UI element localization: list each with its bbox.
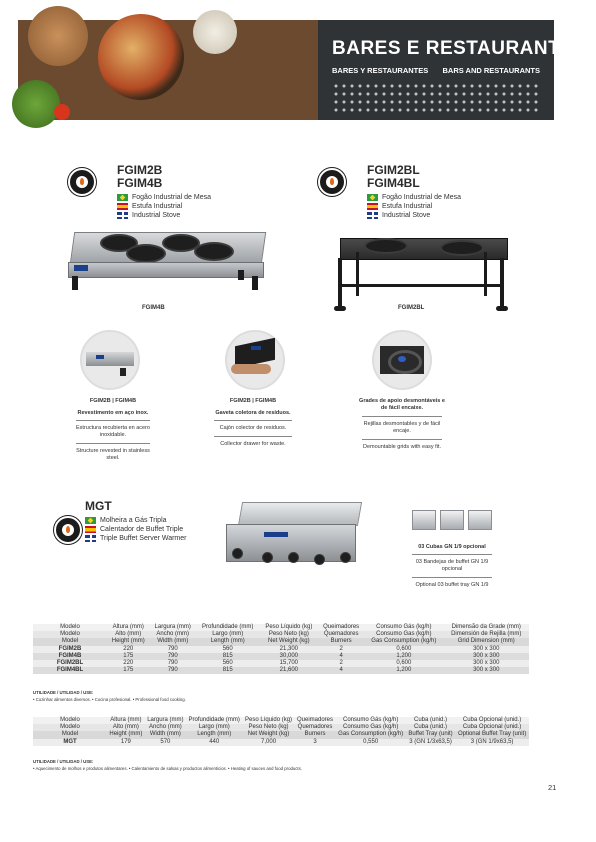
page-number: 21 — [548, 783, 557, 792]
table-row — [33, 667, 529, 674]
divider — [362, 439, 442, 440]
table-header-cell: Dimensión de Rejilla (mm) — [443, 631, 529, 638]
table-cell: 1,200 — [364, 653, 443, 660]
table-header-row — [33, 731, 529, 738]
table-cell: 7,000 — [242, 739, 294, 746]
photo-caption: FGIM4B — [142, 305, 165, 311]
table-cell: 300 x 300 — [443, 667, 529, 674]
feature-title: 03 Cubas GN 1/9 opcional — [418, 544, 486, 550]
table-cell: 220 — [107, 660, 150, 667]
utility-text: • Aquecimento de molhos e produtos alimentares. • Calentamiento de salsas y productos alimenticios. • Heating of sauces and food products. — [33, 766, 302, 771]
spain-flag-icon — [117, 203, 128, 210]
table-header-cell: Length (mm) — [196, 638, 260, 645]
uk-flag-icon — [117, 212, 128, 219]
table-header-cell: Buffet Tray (unit) — [406, 731, 455, 738]
model-name: MGT — [85, 499, 112, 513]
table-cell: 3 (GN 1/3x63,5) — [406, 739, 455, 746]
feature-text-en: Demountable grids with easy fit. — [363, 444, 441, 450]
table-cell: FGIM4BL — [33, 667, 107, 674]
table-cell: MGT — [33, 739, 107, 746]
feature-text-es: Rejillas desmontables y de fácil encaje. — [363, 421, 441, 434]
table-cell: 815 — [196, 653, 260, 660]
feature-text-es: Cajón colector de residuos. — [219, 425, 287, 431]
table-cell: 3 — [295, 739, 336, 746]
table-header-row — [33, 724, 529, 731]
feature-drawer — [208, 398, 298, 448]
utility-title: UTILIDADE / UTILIDAD / USE: — [33, 759, 94, 764]
table-header-cell: Consumo Gas (kg/h) — [335, 724, 405, 731]
table-header-cell: Modelo — [33, 631, 107, 638]
divider — [412, 577, 492, 578]
table-header-cell: Largo (mm) — [186, 724, 243, 731]
table-header-cell: Peso Neto (kg) — [242, 724, 294, 731]
spain-flag-icon — [85, 526, 96, 533]
table-header-cell: Altura (mm) — [107, 717, 145, 724]
table-header-cell: Consumo Gas (kg/h) — [364, 631, 443, 638]
table-header-cell: Queimadores — [295, 717, 336, 724]
table-row — [33, 660, 529, 667]
model-name: FGIM2B — [117, 163, 163, 177]
table-header-cell: Queimadores — [318, 624, 364, 631]
table-header-cell: Largo (mm) — [196, 631, 260, 638]
table-cell: FGIM2B — [33, 646, 107, 653]
uk-flag-icon — [367, 212, 378, 219]
feature-photo-grid — [372, 330, 432, 390]
table-cell: 570 — [145, 739, 186, 746]
table-cell: 21,300 — [260, 646, 319, 653]
table-header-cell: Peso Neto (kg) — [260, 631, 319, 638]
product-heading-mgt — [85, 500, 187, 543]
table-header-cell: Ancho (mm) — [145, 724, 186, 731]
utility-text: • Cozinhar alimentos diversos. • Cocina profesional. • Professional food cooking. — [33, 697, 186, 702]
table-header-cell: Gas Consumption (kg/h) — [364, 638, 443, 645]
photo-caption: FGIM2BL — [398, 305, 425, 311]
table-cell: 4 — [318, 653, 364, 660]
table-header-cell: Peso Líquido (kg) — [242, 717, 294, 724]
table-header-row — [33, 624, 529, 631]
table-header-cell: Width (mm) — [145, 731, 186, 738]
table-cell: 790 — [150, 653, 196, 660]
table-cell: 300 x 300 — [443, 660, 529, 667]
product-name-es: Estufa Industrial — [382, 203, 433, 210]
product-name-en: Industrial Stove — [132, 212, 181, 219]
table-header-cell: Width (mm) — [150, 638, 196, 645]
table-cell: 179 — [107, 739, 145, 746]
title-banner — [318, 20, 587, 120]
table-header-cell: Profundidade (mm) — [186, 717, 243, 724]
table-header-cell: Height (mm) — [107, 638, 150, 645]
divider — [214, 420, 292, 421]
table-cell: 175 — [107, 653, 150, 660]
gn-trays-photo — [410, 508, 494, 534]
feature-steel — [70, 398, 156, 462]
model-name: FGIM2BL — [367, 163, 420, 177]
table-cell: 0,550 — [335, 739, 405, 746]
table-cell: 3 (GN 1/9x63,5) — [455, 739, 529, 746]
product-name-es: Estufa Industrial — [132, 203, 183, 210]
table-header-row — [33, 631, 529, 638]
divider — [214, 436, 292, 437]
table-header-cell: Modelo — [33, 724, 107, 731]
feature-text-en: Collector drawer for waste. — [220, 441, 286, 447]
table-header-cell: Modelo — [33, 717, 107, 724]
table-row — [33, 646, 529, 653]
spec-table-mgt — [33, 717, 529, 746]
product-name-en: Triple Buffet Server Warmer — [100, 535, 187, 542]
table-cell: 2 — [318, 646, 364, 653]
product-name-pt: Fogão Industrial de Mesa — [382, 194, 461, 201]
table-header-cell: Model — [33, 731, 107, 738]
product-name-es: Calentador de Buffet Triple — [100, 526, 184, 533]
table-header-cell: Length (mm) — [186, 731, 243, 738]
table-header-cell: Net Weight (kg) — [260, 638, 319, 645]
table-header-cell: Peso Líquido (kg) — [260, 624, 319, 631]
feature-text-en: Structure revested in stainless steel. — [76, 448, 150, 461]
product-heading-right — [367, 164, 461, 220]
buffet-warmer-photo — [224, 498, 364, 578]
feature-grid — [356, 398, 448, 451]
table-cell: 4 — [318, 667, 364, 674]
divider — [76, 420, 150, 421]
table-cell: 175 — [107, 667, 150, 674]
table-header-cell: Model — [33, 638, 107, 645]
brazil-flag-icon — [367, 194, 378, 201]
table-header-cell: Burners — [295, 731, 336, 738]
header-banner — [18, 20, 587, 120]
gas-icon — [318, 168, 346, 196]
feature-text-en: Optional 03 buffet tray GN 1/9 — [415, 582, 489, 588]
food-photo — [54, 104, 70, 120]
table-header-cell: Modelo — [33, 624, 107, 631]
subtitle-es: BARES Y RESTAURANTES — [332, 66, 429, 75]
feature-photo-steel — [80, 330, 140, 390]
table-header-cell: Gas Consumption (kg/h) — [335, 731, 405, 738]
brazil-flag-icon — [85, 517, 96, 524]
food-photo — [28, 6, 88, 66]
table-header-cell: Largura (mm) — [145, 717, 186, 724]
table-header-cell: Quemadores — [295, 724, 336, 731]
table-cell: 1,200 — [364, 667, 443, 674]
table-row — [33, 739, 529, 746]
uk-flag-icon — [85, 535, 96, 542]
food-photo — [98, 14, 184, 100]
food-photo — [12, 80, 60, 128]
table-header-cell: Quemadores — [318, 631, 364, 638]
table-cell: 2 — [318, 660, 364, 667]
table-cell: 0,600 — [364, 660, 443, 667]
dot-pattern — [332, 82, 542, 116]
model-name: FGIM4B — [117, 176, 163, 190]
table-cell: 15,700 — [260, 660, 319, 667]
table-header-cell: Altura (mm) — [107, 624, 150, 631]
table-header-cell: Optional Buffet Tray (unit) — [455, 731, 529, 738]
table-cell: 300 x 300 — [443, 646, 529, 653]
feature-text-es: Estructura recubierta en acero inoxidable. — [76, 425, 150, 438]
feature-label: FGIM2B | FGIM4B — [89, 398, 137, 404]
table-cell: 440 — [186, 739, 243, 746]
divider — [412, 554, 492, 555]
table-header-cell: Cuba Opcional (unid.) — [455, 724, 529, 731]
table-header-row — [33, 638, 529, 645]
table-header-cell: Consumo Gás (kg/h) — [364, 624, 443, 631]
table-header-cell: Consumo Gás (kg/h) — [335, 717, 405, 724]
gas-icon — [68, 168, 96, 196]
table-header-cell: Dimensão da Grade (mm) — [443, 624, 529, 631]
table-header-cell: Net Weight (kg) — [242, 731, 294, 738]
utility-title: UTILIDADE / UTILIDAD / USE: — [33, 690, 94, 695]
product-name-pt: Molheira a Gás Tripla — [100, 517, 167, 524]
table-header-cell: Ancho (mm) — [150, 631, 196, 638]
table-cell: 790 — [150, 646, 196, 653]
table-header-cell: Cuba (unid.) — [406, 717, 455, 724]
table-row — [33, 653, 529, 660]
table-cell: 21,600 — [260, 667, 319, 674]
table-cell: 560 — [196, 646, 260, 653]
table-header-cell: Profundidade (mm) — [196, 624, 260, 631]
feature-text-pt: Gaveta coletora de resíduos. — [215, 410, 291, 416]
feature-gn-trays — [406, 544, 498, 589]
table-cell: 220 — [107, 646, 150, 653]
table-cell: 790 — [150, 660, 196, 667]
table-cell: 300 x 300 — [443, 653, 529, 660]
table-cell: 815 — [196, 667, 260, 674]
product-heading-left — [117, 164, 211, 220]
table-cell: 790 — [150, 667, 196, 674]
table-header-cell: Largura (mm) — [150, 624, 196, 631]
table-header-cell: Height (mm) — [107, 731, 145, 738]
table-header-cell: Alto (mm) — [107, 631, 150, 638]
gas-icon — [54, 516, 82, 544]
food-photo — [193, 10, 237, 54]
table-header-cell: Cuba (unid.) — [406, 724, 455, 731]
brazil-flag-icon — [117, 194, 128, 201]
product-name-en: Industrial Stove — [382, 212, 431, 219]
feature-label: FGIM2B | FGIM4B — [229, 398, 277, 404]
table-cell: FGIM4B — [33, 653, 107, 660]
feature-text-es: 03 Bandejas de buffet GN 1/9 opcional — [415, 559, 489, 572]
table-cell: FGIM2BL — [33, 660, 107, 667]
table-header-cell: Cuba Opcional (unid.) — [455, 717, 529, 724]
table-cell: 30,000 — [260, 653, 319, 660]
subtitle-en: BARS AND RESTAURANTS — [442, 66, 540, 75]
feature-text-pt: Revestimento em aço inox. — [77, 410, 149, 416]
feature-text-pt: Grades de apoio desmontáveis e de fácil encaixe. — [359, 398, 445, 411]
product-name-pt: Fogão Industrial de Mesa — [132, 194, 211, 201]
feature-photo-drawer — [225, 330, 285, 390]
table-cell: 560 — [196, 660, 260, 667]
table-cell: 0,600 — [364, 646, 443, 653]
table-header-cell: Grid Dimension (mm) — [443, 638, 529, 645]
table-header-cell: Burners — [318, 638, 364, 645]
stove-photo-fgim4b — [66, 222, 266, 302]
divider — [362, 416, 442, 417]
model-name: FGIM4BL — [367, 176, 420, 190]
spec-table-stoves — [33, 624, 529, 674]
spain-flag-icon — [367, 203, 378, 210]
divider — [76, 443, 150, 444]
stove-photo-fgim2bl — [330, 232, 516, 312]
table-header-cell: Alto (mm) — [107, 724, 145, 731]
page-title: BARES E RESTAURANTES — [332, 38, 587, 59]
table-header-row — [33, 717, 529, 724]
